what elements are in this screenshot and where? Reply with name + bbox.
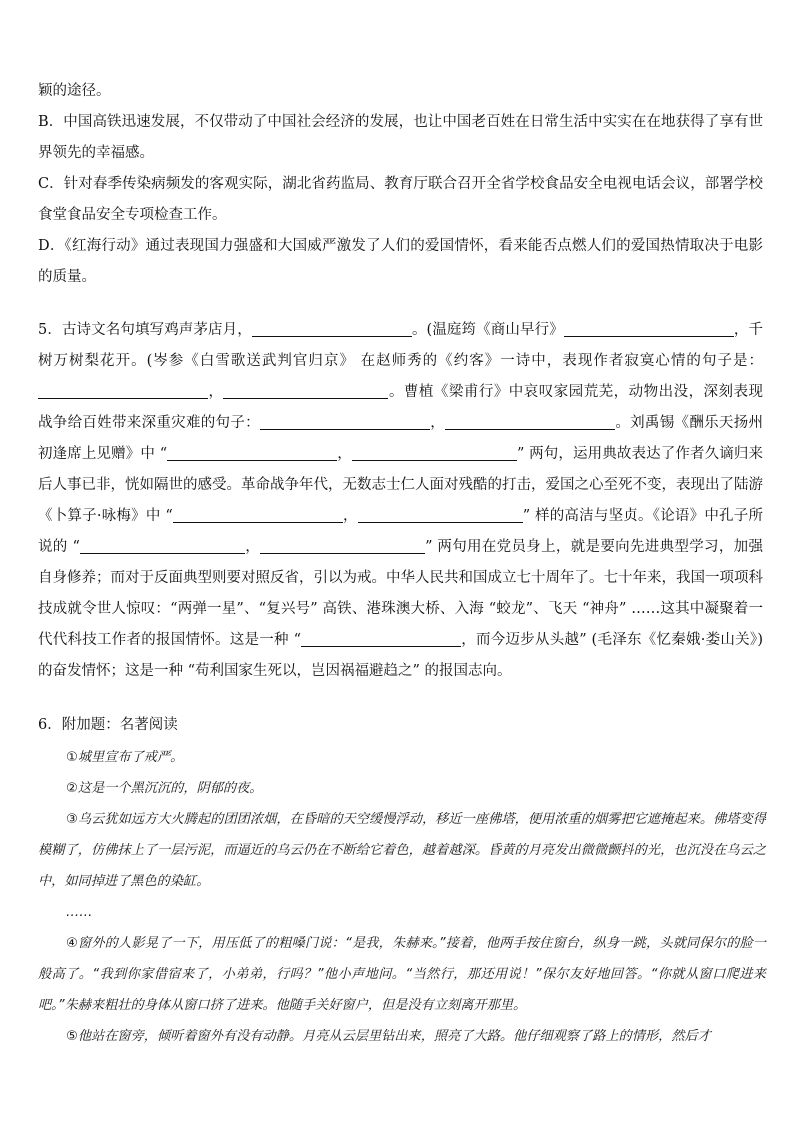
reading-paragraph: ③乌云犹如远方大火腾起的团团浓烟，在昏暗的天空缓慢浮动，移近一座佛塔，便用浓重的烟雾把它遮掩起来。佛塔变得模糊了，仿佛抹上了一层污泥，而逼近的乌云仍在不断给它着色，越着越深。昏黄的月亮发出微微颤抖的光，也沉没在乌云之中，如同掉进了黑色的染缸。 — [38, 812, 766, 889]
q5-text: 。刘禹锡《酬乐天扬州初逢席上见赠》中 “ — [38, 415, 764, 462]
answer-blank[interactable] — [38, 380, 208, 399]
q5-text: 。曹植《梁甫行》中哀叹家园荒芜，动物出没，深刻表现战争给百姓带来深重灾难的句子： — [38, 384, 764, 431]
question-5 — [38, 315, 763, 687]
q5-text: ，千树万树梨花开。(岑参《白雪歌送武判官归京》 在赵师秀的《约客》一诗中，表现作者寂寞心情的句子是： — [38, 322, 764, 369]
answer-blank[interactable] — [260, 411, 430, 430]
q5-text: ” 两句用在党员身上，就是要向先进典型学习，加强自身修养；而对于反面典型则要对照反省，引以为戒。中华人民共和国成立七十周年了。七十年来，我国一项项科技成就令世人惊叹：“两弹一星”、“复兴号” 高铁、港珠澳大桥、入海 “蛟龙”、飞天 “神舟” ……这其中凝聚着一代代科技工作者的报国情怀。这是一种 “ — [38, 539, 763, 648]
q5-text: 。(温庭筠《商山早行》 — [411, 322, 564, 338]
q5-text: ， — [208, 384, 224, 400]
reading-paragraph: ⑤他站在窗旁，倾听着窗外有没有动静。月亮从云层里钻出来，照亮了大路。他仔细观察了路上的情形，然后才 — [66, 1029, 711, 1044]
answer-blank[interactable] — [301, 628, 461, 647]
reading-paragraph: ①城里宣布了戒严。 — [66, 750, 184, 765]
answer-blank[interactable] — [352, 442, 517, 461]
answer-blank[interactable] — [564, 318, 734, 337]
answer-blank[interactable] — [260, 535, 425, 554]
answer-blank[interactable] — [445, 411, 615, 430]
q5-text: ， — [429, 415, 446, 431]
q5-text: ，而今迈步从头越” (毛泽东《忆秦娥·娄山关》) 的奋发情怀；这是一种 “苟利国家生死以，岂因祸福避趋之” 的报国志向。 — [38, 632, 763, 679]
q5-text: ” 两句，运用典故表达了作者久谪归来后人事已非，恍如隔世的感受。革命战争年代，无数志士仁人面对残酷的打击，爱国之心至死不变，表现出了陆游《卜算子·咏梅》中 “ — [38, 446, 763, 524]
q5-text: ” 样的高洁与坚贞。《论语》中孔子所说的 “ — [38, 508, 763, 555]
option-a-tail: 颖的途径。 — [38, 83, 111, 99]
reading-paragraph: ②这是一个黑沉沉的，阴郁的夜。 — [66, 781, 263, 796]
answer-blank[interactable] — [252, 318, 412, 337]
option-b: B．中国高铁迅速发展，不仅带动了中国社会经济的发展，也让中国老百姓在日常生活中实实在在地获得了享有世界领先的幸福感。 — [38, 114, 763, 161]
q5-text: ， — [337, 446, 352, 462]
answer-blank[interactable] — [173, 504, 343, 523]
q5-text: 5．古诗文名句填写鸡声茅店月， — [38, 322, 252, 338]
question-6-heading: 6．附加题：名著阅读 — [38, 717, 178, 733]
q5-text: ， — [342, 508, 358, 524]
option-c: C．针对春季传染病频发的客观实际，湖北省药监局、教育厅联合召开全省学校食品安全电视电话会议，部署学校食堂食品安全专项检查工作。 — [38, 176, 763, 223]
answer-blank[interactable] — [223, 380, 388, 399]
answer-blank[interactable] — [358, 504, 523, 523]
q5-text: ， — [244, 539, 261, 555]
option-d: D．《红海行动》通过表现国力强盛和大国威严激发了人们的爱国情怀，看来能否点燃人们的爱国热情取决于电影的质量。 — [38, 238, 763, 285]
answer-blank[interactable] — [80, 535, 245, 554]
reading-ellipsis: …… — [66, 905, 93, 920]
reading-paragraph: ④窗外的人影晃了一下，用压低了的粗嗓门说：“是我，朱赫来。”接着，他两手按住窗台，纵身一跳，头就同保尔的脸一般高了。“我到你家借宿来了，小弟弟，行吗？”他小声地问。“当然行，那还用说！”保尔友好地回答。“你就从窗口爬进来吧。”朱赫来粗壮的身体从窗口挤了进来。他随手关好窗户，但是没有立刻离开那里。 — [38, 936, 766, 1013]
answer-blank[interactable] — [167, 442, 337, 461]
